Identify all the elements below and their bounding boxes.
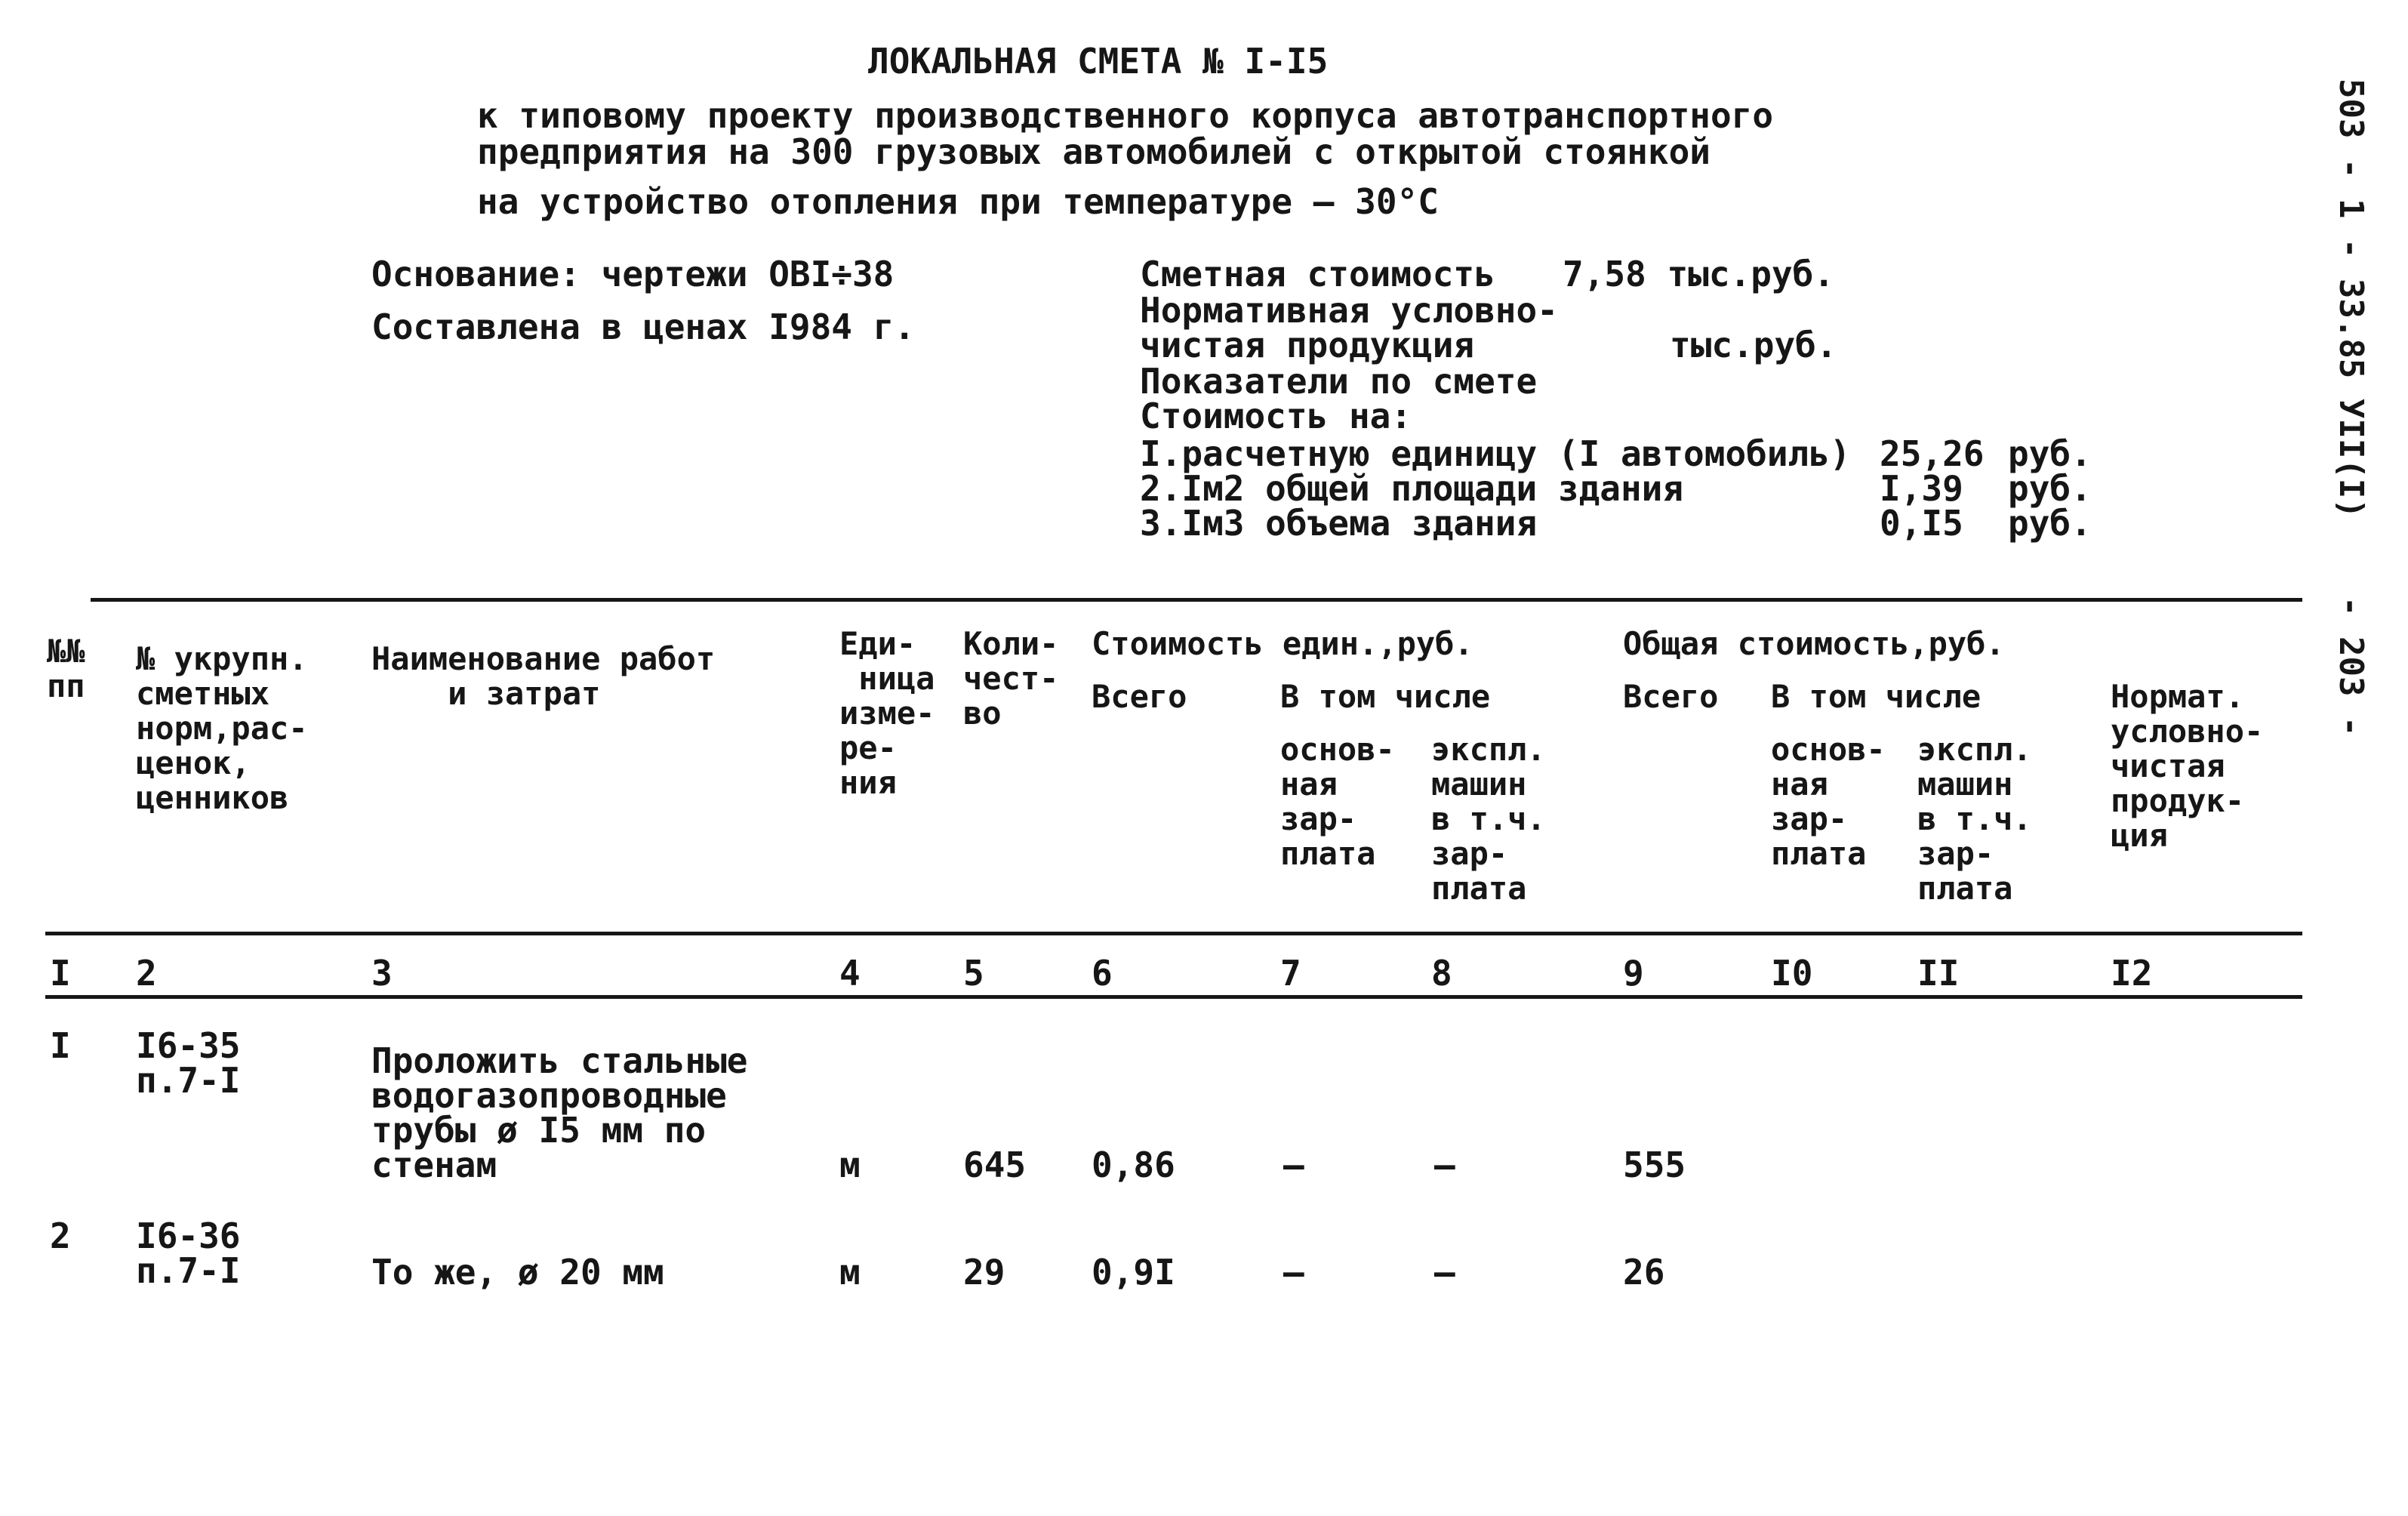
col-number-6: 6 — [1092, 953, 1113, 994]
col-number-8: 8 — [1431, 953, 1452, 994]
header-total-total: Всего — [1623, 678, 1719, 715]
row-1-name: Проложить стальные водогазопроводные трубы ø I5 мм по стенам — [371, 1040, 748, 1185]
col-number-9: 9 — [1623, 953, 1644, 994]
row-2-code: I6-36 п.7-I — [136, 1216, 241, 1291]
col-number-3: 3 — [371, 953, 393, 994]
indicator-value-1: 25,26 — [1880, 433, 1985, 474]
indicator-unit-1: руб. — [2008, 433, 2092, 474]
row-2-name: То же, ø 20 мм — [371, 1252, 664, 1293]
row-1-total: 555 — [1623, 1145, 1686, 1185]
row-1-unit: м — [839, 1145, 861, 1185]
header-code: № укрупн. сметных норм,рас- ценок, ценников — [136, 640, 308, 816]
indicator-unit-3: руб. — [2008, 503, 2092, 544]
subtitle-line-1: к типовому проекту производственного корпуса автотранспортного — [477, 95, 1774, 136]
row-2-unit: м — [839, 1252, 861, 1293]
header-unit-total: Всего — [1092, 678, 1187, 715]
row-1-code: I6-35 п.7-I — [136, 1025, 241, 1101]
indicators-label: Показатели по смете Стоимость на: — [1140, 361, 1538, 436]
header-norm: Нормат. условно- чистая продук- ция — [2111, 678, 2264, 854]
normative-label: Нормативная условно- чистая продукция — [1140, 290, 1558, 365]
header-unit-incl: В том числе — [1280, 678, 1491, 715]
header-total-mach: экспл. машин в т.ч. зар- плата — [1917, 731, 2032, 907]
col-number-2: 2 — [136, 953, 157, 994]
header-total-incl: В том числе — [1771, 678, 1982, 715]
header-total-wage: основ- ная зар- плата — [1771, 731, 1886, 872]
row-2-num: 2 — [50, 1216, 71, 1256]
header-bottom-rule — [45, 932, 2302, 935]
header-qty: Коли- чест- во — [963, 625, 1059, 732]
subtitle-line-3: на устройство отопления при температуре – 30°С — [477, 181, 1439, 222]
indicator-value-3: 0,I5 — [1880, 503, 1963, 544]
indicator-unit-2: руб. — [2008, 468, 2092, 509]
estimate-cost-value: 7,58 тыс.руб. — [1563, 254, 1835, 294]
header-name: Наименование работ и затрат — [371, 640, 716, 712]
table-top-rule — [91, 598, 2302, 602]
column-number-rule — [45, 995, 2302, 999]
header-num: №№ пп — [47, 633, 85, 704]
row-1-unit-wage: – — [1283, 1145, 1304, 1185]
col-number-1: I — [50, 953, 71, 994]
row-2-qty: 29 — [963, 1252, 1005, 1293]
header-unit-cost: Стоимость един.,руб. — [1092, 625, 1473, 662]
indicator-label-2: 2.Iм2 общей площади здания — [1140, 468, 1684, 509]
col-number-11: II — [1917, 953, 1960, 994]
header-total-cost: Общая стоимость,руб. — [1623, 625, 2005, 662]
header-unit-wage: основ- ная зар- плата — [1280, 731, 1395, 872]
subtitle-line-2: предприятия на 300 грузовых автомобилей с открытой стоянкой — [477, 131, 1711, 172]
indicator-label-3: 3.Iм3 объема здания — [1140, 503, 1538, 544]
basis-label: Основание: чертежи ОВI÷38 — [371, 254, 895, 294]
col-number-7: 7 — [1280, 953, 1301, 994]
basis-prices: Составлена в ценах I984 г. — [371, 307, 916, 347]
estimate-cost-label: Сметная стоимость — [1140, 254, 1495, 294]
row-1-unit-total: 0,86 — [1092, 1145, 1175, 1185]
row-2-unit-mach: – — [1434, 1252, 1455, 1293]
header-unit: Еди- ница изме- ре- ния — [839, 625, 935, 801]
row-1-unit-mach: – — [1434, 1145, 1455, 1185]
page-number: - 203 - — [2332, 596, 2370, 737]
normative-unit: тыс.руб. — [1670, 325, 1837, 365]
row-1-qty: 645 — [963, 1145, 1027, 1185]
row-1-num: I — [50, 1025, 71, 1066]
col-number-12: I2 — [2111, 953, 2153, 994]
col-number-4: 4 — [839, 953, 861, 994]
row-2-total: 26 — [1623, 1252, 1665, 1293]
col-number-5: 5 — [963, 953, 984, 994]
header-unit-mach: экспл. машин в т.ч. зар- плата — [1431, 731, 1546, 907]
col-number-10: I0 — [1771, 953, 1813, 994]
document-title: ЛОКАЛЬНАЯ СМЕТА № I-I5 — [868, 41, 1329, 82]
indicator-value-2: I,39 — [1880, 468, 1963, 509]
row-2-unit-total: 0,9I — [1092, 1252, 1175, 1293]
indicator-label-1: I.расчетную единицу (I автомобиль) — [1140, 433, 1851, 474]
side-code: 503 - 1 - 33.85 УII(I) — [2332, 79, 2370, 519]
row-2-unit-wage: – — [1283, 1252, 1304, 1293]
